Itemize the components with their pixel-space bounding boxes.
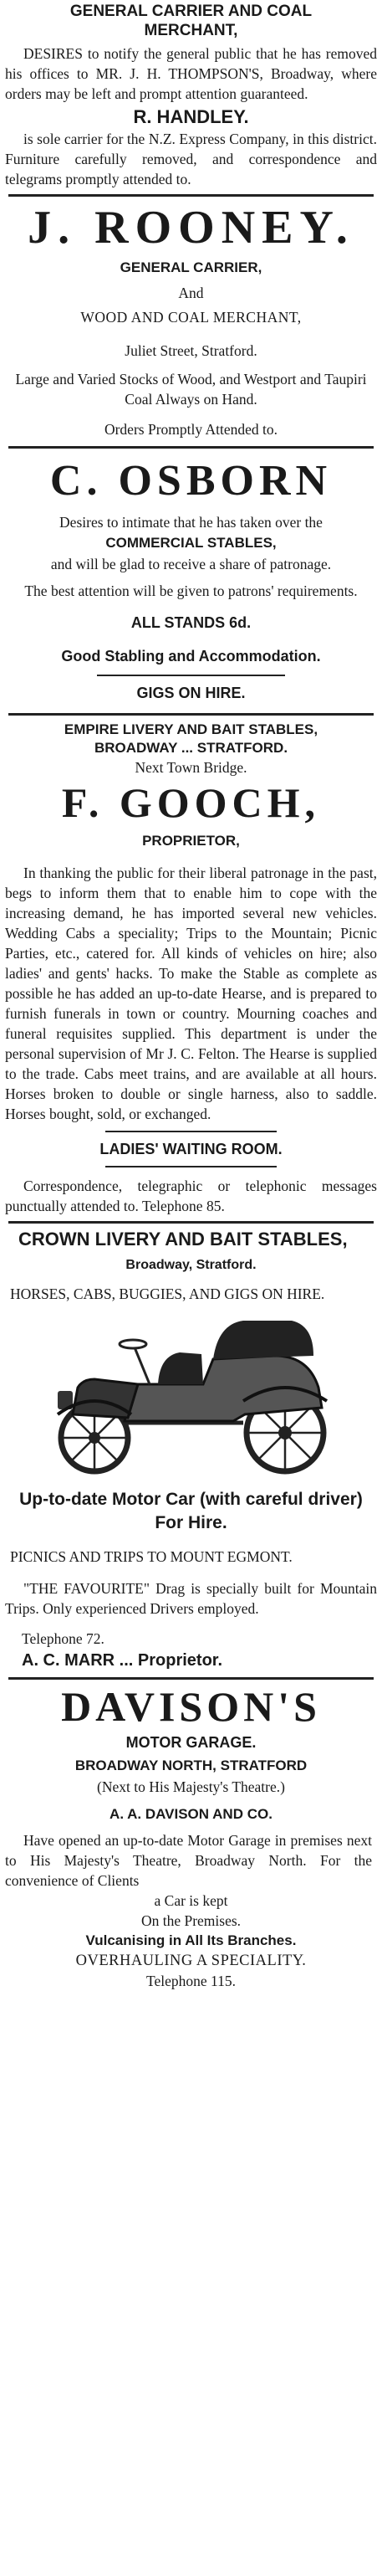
- davison-next: (Next to His Majesty's Theatre.): [97, 1778, 285, 1795]
- gooch-title: PROPRIETOR,: [142, 833, 240, 849]
- handley-body: DESIRES to notify the general public that he has removed his offices to MR. J. H. THOMPSON'S, Broadway, where orders may be left and prompt attention guaranteed.: [5, 45, 377, 102]
- rooney-name: J. ROONEY.: [28, 202, 354, 254]
- davison-kept: a Car is kept: [154, 1892, 228, 1909]
- davison-premises: On the Premises.: [140, 1912, 242, 1929]
- rooney-orders: Orders Promptly Attended to.: [104, 421, 278, 438]
- osborn-ad: [5, 449, 377, 705]
- gooch-correspondence: Correspondence, telegraphic or telephonic messages punctually attended to. Telephone 85.: [5, 1178, 377, 1214]
- gooch-body: In thanking the public for their liberal patronage in the past, begs to inform them that to enable him to cope with the increasing demand, he has imported several new vehicles. Wedding Cabs a speciality; Trips to the Mountain; Picnic Parties, etc., catered for. All kinds of vehicles on hire; also ladies' and gents' hacks. To make the Stable as complete as possible he has added an up-to-date Hearse, and is prepared to furnish funerals in town or country. Mourning coaches and funeral requisites supplied. This department is under the personal supervision of Mr J. C. Felton. The Hearse is supplied to the trade. Cabs meet trains, and are available at all hours. Horses broken to double or single harness, also to saddle. Horses bought, sold, or exchanged.: [5, 865, 377, 1122]
- rooney-body: Large and Varied Stocks of Wood, and Westport and Taupiri Coal Always on Hand.: [15, 371, 367, 408]
- osborn-name: C. OSBORN: [49, 457, 333, 505]
- osborn-stabling: Good Stabling and Accommodation.: [61, 648, 321, 665]
- gooch-name: F. GOOCH,: [61, 779, 321, 826]
- motor-car-illustration: [24, 1307, 359, 1483]
- rooney-line-3: WOOD AND COAL MERCHANT,: [80, 309, 302, 326]
- davison-ad: [5, 1680, 377, 1991]
- divider: [105, 1166, 277, 1167]
- rooney-ad: [5, 197, 377, 439]
- handley-heading: GENERAL CARRIER AND COAL MERCHANT,: [69, 3, 313, 39]
- car-seat: [213, 1321, 313, 1359]
- divider: [105, 1131, 277, 1132]
- davison-address: BROADWAY NORTH, STRATFORD: [74, 1758, 308, 1773]
- osborn-stands: ALL STANDS 6d.: [130, 614, 252, 631]
- divider: [97, 675, 285, 676]
- rooney-address: Juliet Street, Stratford.: [125, 342, 257, 359]
- davison-name: DAVISON'S: [61, 1683, 321, 1730]
- gooch-address: BROADWAY ... STRATFORD.: [94, 740, 288, 756]
- rooney-line-2: And: [178, 285, 204, 301]
- rooney-line-1: GENERAL CARRIER,: [120, 259, 262, 275]
- advertisement-column: [5, 0, 377, 1991]
- osborn-body-3: The best attention will be given to patrons' requirements.: [24, 582, 358, 599]
- davison-telephone: Telephone 115.: [146, 1973, 236, 1989]
- crown-hire: HORSES, CABS, BUGGIES, AND GIGS ON HIRE.: [10, 1285, 325, 1302]
- crown-address: Broadway, Stratford.: [125, 1258, 257, 1272]
- davison-body: Have opened an up-to-date Motor Garage in premises next to His Majesty's Theatre, Broadway North. For the convenience of Clients: [5, 1832, 372, 1889]
- crown-telephone: Telephone 72.: [22, 1630, 104, 1647]
- handley-ad: [5, 0, 377, 189]
- gooch-ad: [5, 716, 377, 1216]
- davison-firm: A. A. DAVISON AND CO.: [110, 1806, 272, 1822]
- crown-proprietor: A. C. MARR ... Proprietor.: [22, 1651, 223, 1670]
- osborn-stables: COMMERCIAL STABLES,: [105, 535, 277, 551]
- osborn-body-2: and will be glad to receive a share of patronage.: [50, 556, 332, 572]
- crown-motor-car: Up-to-date Motor Car (with careful driver) For Hire.: [19, 1490, 363, 1532]
- gooch-heading: EMPIRE LIVERY AND BAIT STABLES,: [64, 721, 318, 737]
- gooch-next: Next Town Bridge.: [135, 759, 247, 776]
- crown-ad: [5, 1224, 377, 1672]
- davison-vulcanising: Vulcanising in All Its Branches.: [85, 1932, 297, 1948]
- davison-overhauling: OVERHAULING A SPECIALITY.: [75, 1953, 307, 1969]
- osborn-body: Desires to intimate that he has taken over the: [59, 514, 323, 531]
- gooch-waiting-room: LADIES' WAITING ROOM.: [99, 1141, 283, 1157]
- handley-name: R. HANDLEY.: [133, 106, 249, 127]
- osborn-gigs: GIGS ON HIRE.: [136, 685, 246, 701]
- crown-picnics: PICNICS AND TRIPS TO MOUNT EGMONT.: [10, 1548, 293, 1565]
- steering-wheel: [120, 1340, 146, 1348]
- handley-body-2: is sole carrier for the N.Z. Express Company, in this district. Furniture carefully removed, and correspondence and telegrams promptly attended to.: [5, 131, 377, 187]
- davison-garage: MOTOR GARAGE.: [125, 1734, 257, 1751]
- crown-favourite: "THE FAVOURITE" Drag is specially built for Mountain Trips. Only experienced Drivers employed.: [5, 1580, 377, 1617]
- crown-heading: CROWN LIVERY AND BAIT STABLES,: [18, 1229, 348, 1250]
